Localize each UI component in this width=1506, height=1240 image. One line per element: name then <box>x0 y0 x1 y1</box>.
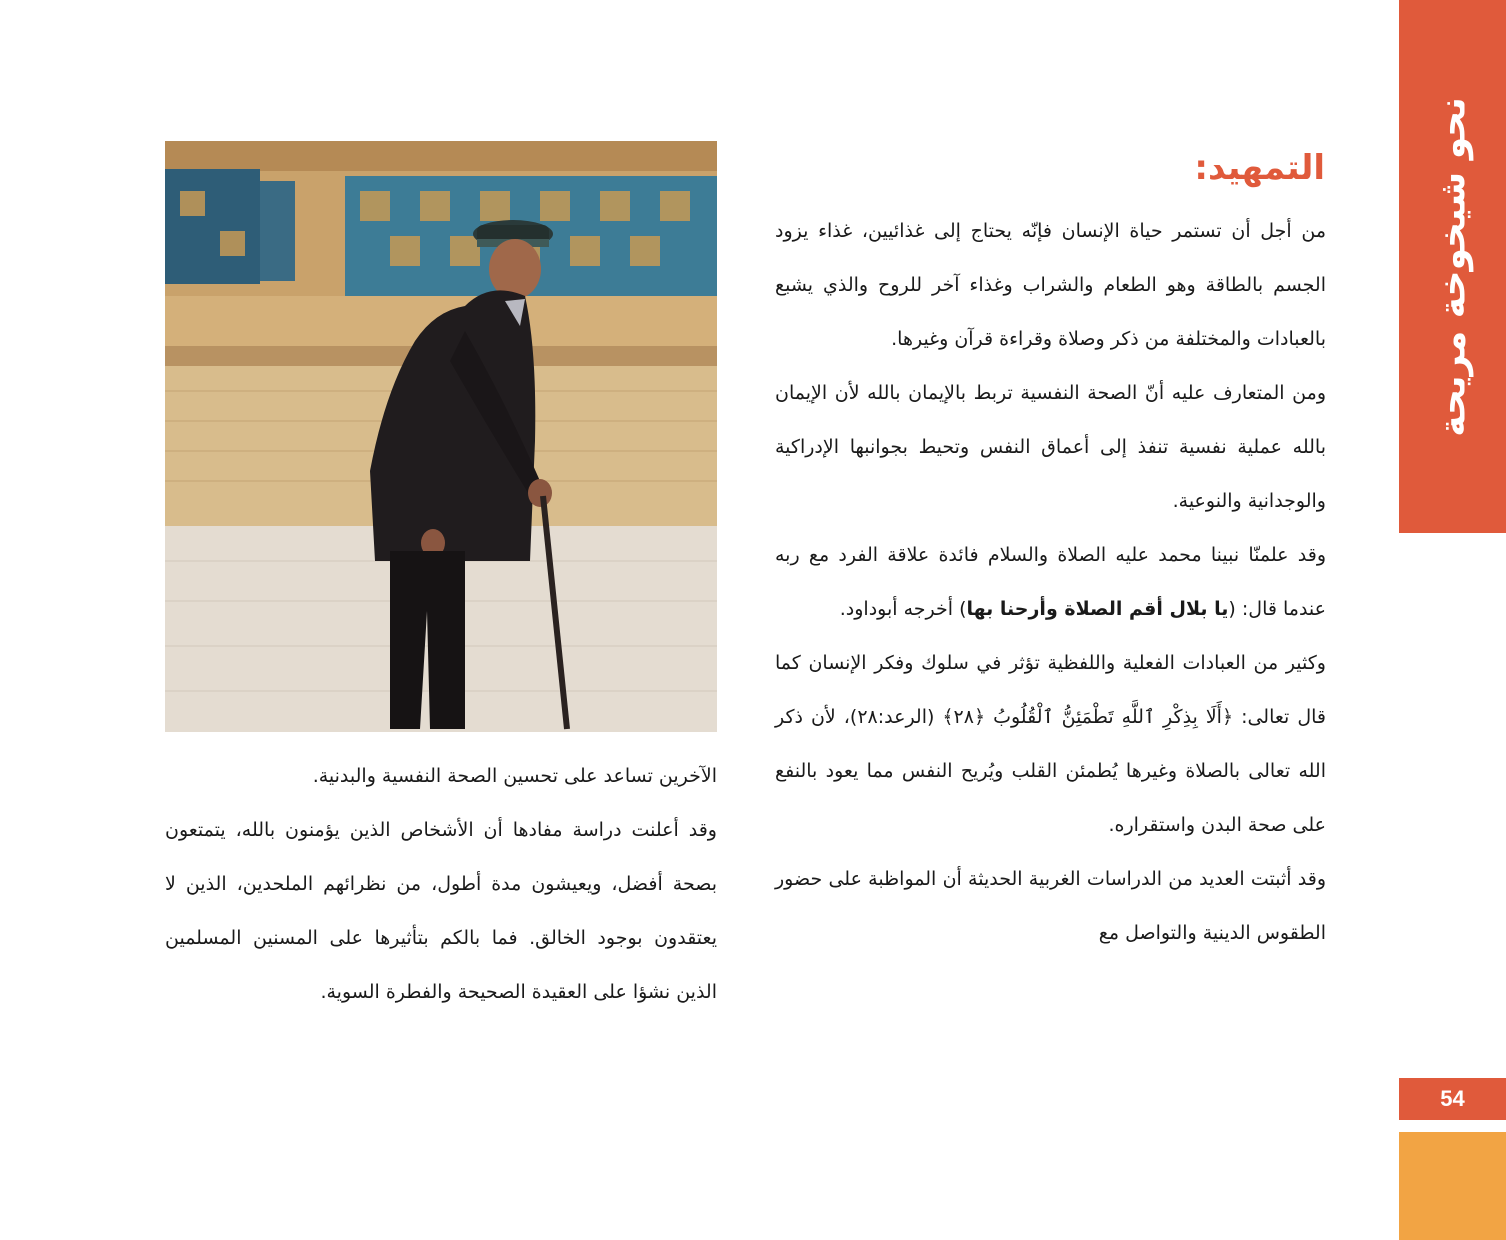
hadith-intro: وقد علمنّا نبينا محمد عليه الصلاة والسلام فائدة علاقة الفرد مع ربه عندما قال: ( <box>775 544 1326 620</box>
hadith-quote: يا بلال أقم الصلاة وأرحنا بها <box>966 598 1229 620</box>
side-tab-label: نحو شيخوخة مريحة <box>1432 96 1473 437</box>
bottom-tab <box>1399 1132 1506 1240</box>
section-title: التمهيد: <box>1194 148 1325 188</box>
paragraph-social-health: الآخرين تساعد على تحسين الصحة النفسية والبدنية. <box>312 765 717 787</box>
paragraph-faith-mental-health: ومن المتعارف عليه أنّ الصحة النفسية تربط بالإيمان بالله لأن الإيمان بالله عملية نفسية تنفذ إلى أعماق النفس وتحيط بجوانبها الإدراكية والوجدانية والنوعية. <box>775 382 1326 512</box>
side-tab <box>1399 0 1506 533</box>
page-number: 54 <box>1399 1078 1506 1120</box>
photo-old-man-with-cane <box>165 141 717 732</box>
paragraph-study-believers: وقد أعلنت دراسة مفادها أن الأشخاص الذين يؤمنون بالله، يتمتعون بصحة أفضل، ويعيشون مدة أطول، من نظرائهم الملحدين، الذين لا يعتقدون بوجود الخالق. فما بالكم بتأثيرها على المسنين المسلمين الذين نشؤا على العقيدة الصحيحة والفطرة السوية. <box>165 819 717 1003</box>
paragraph-western-studies: وقد أثبتت العديد من الدراسات الغربية الحديثة أن المواظبة على حضور الطقوس الدينية والتواصل مع <box>775 868 1326 944</box>
left-text-column <box>165 749 717 1019</box>
paragraph-worship-quran: وكثير من العبادات الفعلية واللفظية تؤثر في سلوك وفكر الإنسان كما قال تعالى: ﴿أَلَا بِذِكْرِ ٱللَّهِ تَطْمَئِنُّ ٱلْقُلُوبُ ﴿٢٨﴾ (الرعد:٢٨)، لأن ذكر الله تعالى بالصلاة وغيرها يُطمئن القلب ويُريح النفس مما يعود بالنفع على صحة البدن واستقراره. <box>775 652 1327 836</box>
paragraph-prophet-hadith <box>775 528 1326 636</box>
paragraph-intro-nourishment: من أجل أن تستمر حياة الإنسان فإنّه يحتاج إلى غذائيين، غذاء يزود الجسم بالطاقة وهو الطعام والشراب وغذاء آخر للروح والذي يشبع بالعبادات والمختلفة من ذكر وصلاة وقراءة قرآن وغيرها. <box>775 220 1326 350</box>
right-text-column <box>775 204 1326 960</box>
hadith-source: ) أخرجه أبوداود. <box>839 598 967 620</box>
